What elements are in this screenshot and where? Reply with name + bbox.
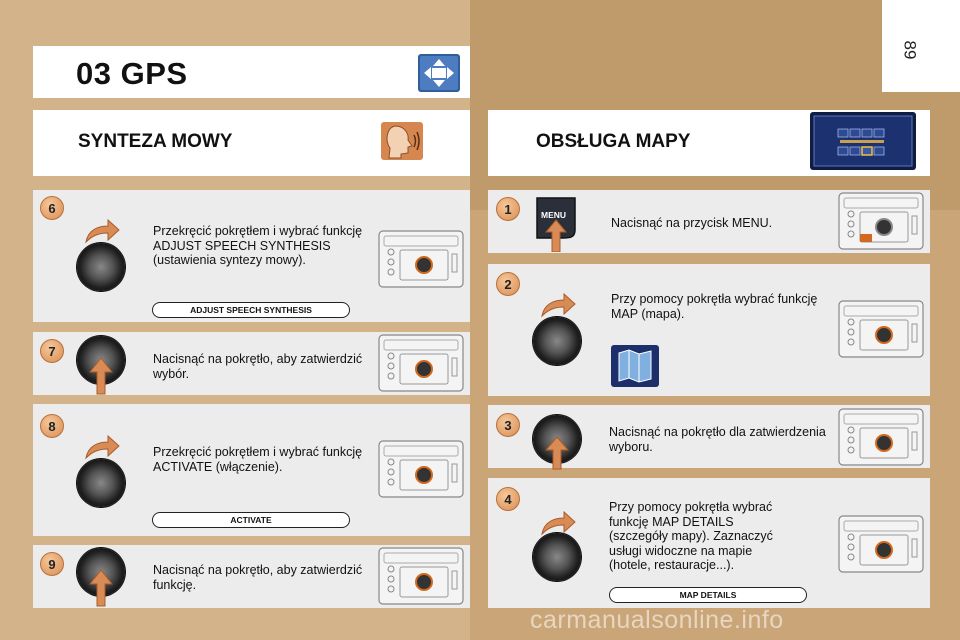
- left-section-title: SYNTEZA MOWY: [78, 131, 233, 152]
- radio-unit-icon: [378, 334, 464, 392]
- radio-unit-icon: [838, 408, 924, 466]
- step-badge-1: 1: [496, 197, 520, 221]
- rotary-knob[interactable]: [77, 459, 125, 507]
- turn-arrow-icon: [84, 434, 120, 460]
- step-badge-2: 2: [496, 272, 520, 296]
- step-badge-3: 3: [496, 413, 520, 437]
- right-section-title: OBSŁUGA MAPY: [536, 131, 691, 152]
- step-text-8: Przekręcić pokrętłem i wybrać funkcję ACTIVATE (włączenie).: [153, 445, 363, 474]
- radio-unit-icon: [378, 547, 464, 605]
- radio-unit-icon: [838, 192, 924, 250]
- menu-button-label: MENU: [541, 210, 567, 220]
- turn-arrow-icon: [540, 292, 576, 318]
- step-text-3: Nacisnąć na pokrętło dla zatwierdzenia wyboru.: [609, 425, 826, 454]
- radio-unit-icon: [378, 230, 464, 288]
- step-text-9: Nacisnąć na pokrętło, aby zatwierdzić funkcję.: [153, 563, 363, 592]
- step-badge-4: 4: [496, 487, 520, 511]
- step-text-4: Przy pomocy pokrętła wybrać funkcję MAP DETAILS (szczegóły mapy). Zaznaczyć usługi widoczne na mapie (hotele, restauracje...).: [609, 500, 773, 572]
- screen-menu-icon: [810, 112, 916, 170]
- step-badge-8: 8: [40, 414, 64, 438]
- rotary-knob[interactable]: [533, 533, 581, 581]
- step-text-6: Przekręcić pokrętłem i wybrać funkcję ADJUST SPEECH SYNTHESIS (ustawienia syntezy mowy).: [153, 224, 363, 267]
- step-badge-6: 6: [40, 196, 64, 220]
- rotary-knob[interactable]: [77, 243, 125, 291]
- page-number-tab: [882, 0, 960, 92]
- map-details-label: MAP DETAILS: [609, 587, 807, 603]
- watermark: carmanualsonline.info: [530, 606, 784, 634]
- navigation-arrows-icon: [418, 54, 460, 92]
- step-text-1: Nacisnąć na przycisk MENU.: [611, 216, 773, 230]
- activate-label: ACTIVATE: [152, 512, 350, 528]
- push-arrow-icon: [546, 437, 568, 469]
- step-text-7: Nacisnąć na pokrętło, aby zatwierdzić wybór.: [153, 352, 363, 381]
- speech-head-icon: [381, 122, 423, 160]
- radio-unit-icon: [838, 515, 924, 573]
- turn-arrow-icon: [84, 218, 120, 244]
- page-number: 89: [900, 40, 920, 60]
- push-arrow-icon: [90, 358, 112, 394]
- page-title: 03 GPS: [76, 56, 188, 91]
- step-badge-7: 7: [40, 339, 64, 363]
- radio-unit-icon: [838, 300, 924, 358]
- rotary-knob[interactable]: [533, 317, 581, 365]
- map-icon: [611, 345, 659, 387]
- step-badge-9: 9: [40, 552, 64, 576]
- menu-button-icon[interactable]: [533, 194, 579, 252]
- push-arrow-icon: [90, 570, 112, 606]
- adjust-speech-synthesis-label: ADJUST SPEECH SYNTHESIS: [152, 302, 350, 318]
- radio-unit-icon: [378, 440, 464, 498]
- step-text-2: Przy pomocy pokrętła wybrać funkcję MAP (mapa).: [611, 292, 818, 321]
